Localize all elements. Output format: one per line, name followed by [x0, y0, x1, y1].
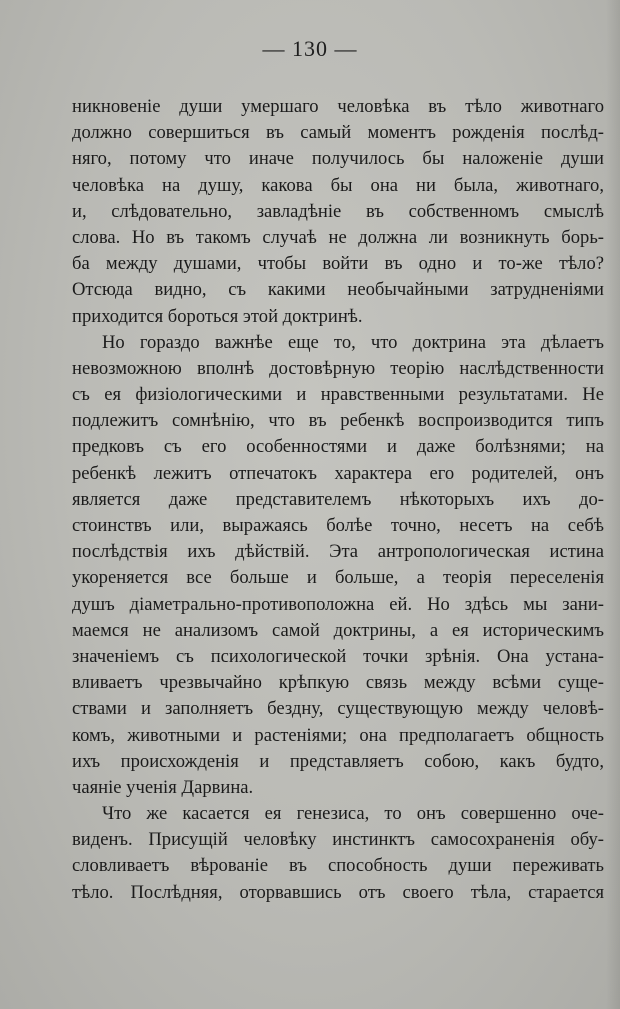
text-line: является даже представителемъ нѣкоторыхъ ихъ до-: [72, 488, 604, 510]
text-line: маемся не анализомъ самой доктрины, а ея историческимъ: [72, 619, 604, 641]
text-line: виденъ. Присущій человѣку инстинктъ самосохраненія обу-: [72, 829, 604, 851]
text-line: предковъ съ его особенностями и даже болѣзнями; на: [72, 436, 604, 458]
text-line: ба между душами, чтобы войти въ одно и то-же тѣло?: [72, 253, 604, 275]
page-number: — 130 —: [262, 36, 358, 61]
text-line: ствами и заполняетъ бездну, существующую между человѣ-: [72, 698, 604, 720]
text-line: подлежитъ сомнѣнію, что въ ребенкѣ воспроизводится типъ: [72, 410, 604, 432]
text-line: стоинствъ или, выражаясь болѣе точно, несетъ на себѣ: [72, 515, 604, 536]
text-line: няго, потому что иначе получилось бы наложеніе души: [72, 148, 604, 170]
text-line: никновеніе души умершаго человѣка въ тѣло животнаго: [72, 96, 604, 117]
text-line: Что же касается ея генезиса, то онъ совершенно оче-: [102, 803, 604, 825]
text-line: должно совершиться въ самый моментъ рожденія послѣд-: [72, 122, 604, 144]
text-line: чаяніе ученія Дарвина.: [72, 776, 254, 798]
text-line: невозможною вполнѣ достовѣрную теорію наслѣдственности: [72, 357, 604, 379]
text-line: приходится бороться этой доктринѣ.: [72, 305, 363, 327]
text-line: ихъ происхожденія и представляетъ собою, какъ будто,: [72, 750, 604, 772]
text-line: ребенкѣ лежитъ отпечатокъ характера его родителей, онъ: [72, 462, 604, 484]
text-line: вливаетъ чрезвычайно крѣпкую связь между всѣми суще-: [72, 672, 604, 694]
text-line: Отсюда видно, съ какими необычайными затрудненіями: [72, 279, 604, 301]
text-line: послѣдствія ихъ дѣйствій. Эта антропологическая истина: [72, 541, 604, 563]
text-line: слова. Но въ такомъ случаѣ не должна ли возникнуть борь-: [72, 226, 604, 248]
text-line: словливаетъ вѣрованіе въ способность души переживать: [72, 855, 604, 877]
text-line: съ ея физіологическими и нравственными результатами. Не: [72, 384, 604, 406]
text-line: комъ, животными и растеніями; она предполагаетъ общность: [72, 724, 604, 746]
text-line: укореняется все больше и больше, а теорія переселенія: [72, 567, 604, 589]
text-line: тѣло. Послѣдняя, оторвавшись отъ своего тѣла, старается: [72, 881, 604, 903]
text-line: человѣка на душу, какова бы она ни была, животнаго,: [72, 174, 604, 196]
page-edge-shadow: [606, 0, 620, 1009]
text-line: значеніемъ съ психологической точки зрѣнія. Она устана-: [72, 645, 604, 667]
text-line: душъ діаметрально-противоположна ей. Но здѣсь мы зани-: [72, 593, 604, 615]
text-line: и, слѣдовательно, завладѣніе въ собственномъ смыслѣ: [72, 200, 604, 222]
text-line: Но гораздо важнѣе еще то, что доктрина эта дѣлаетъ: [102, 331, 604, 353]
text-block: [72, 94, 604, 906]
